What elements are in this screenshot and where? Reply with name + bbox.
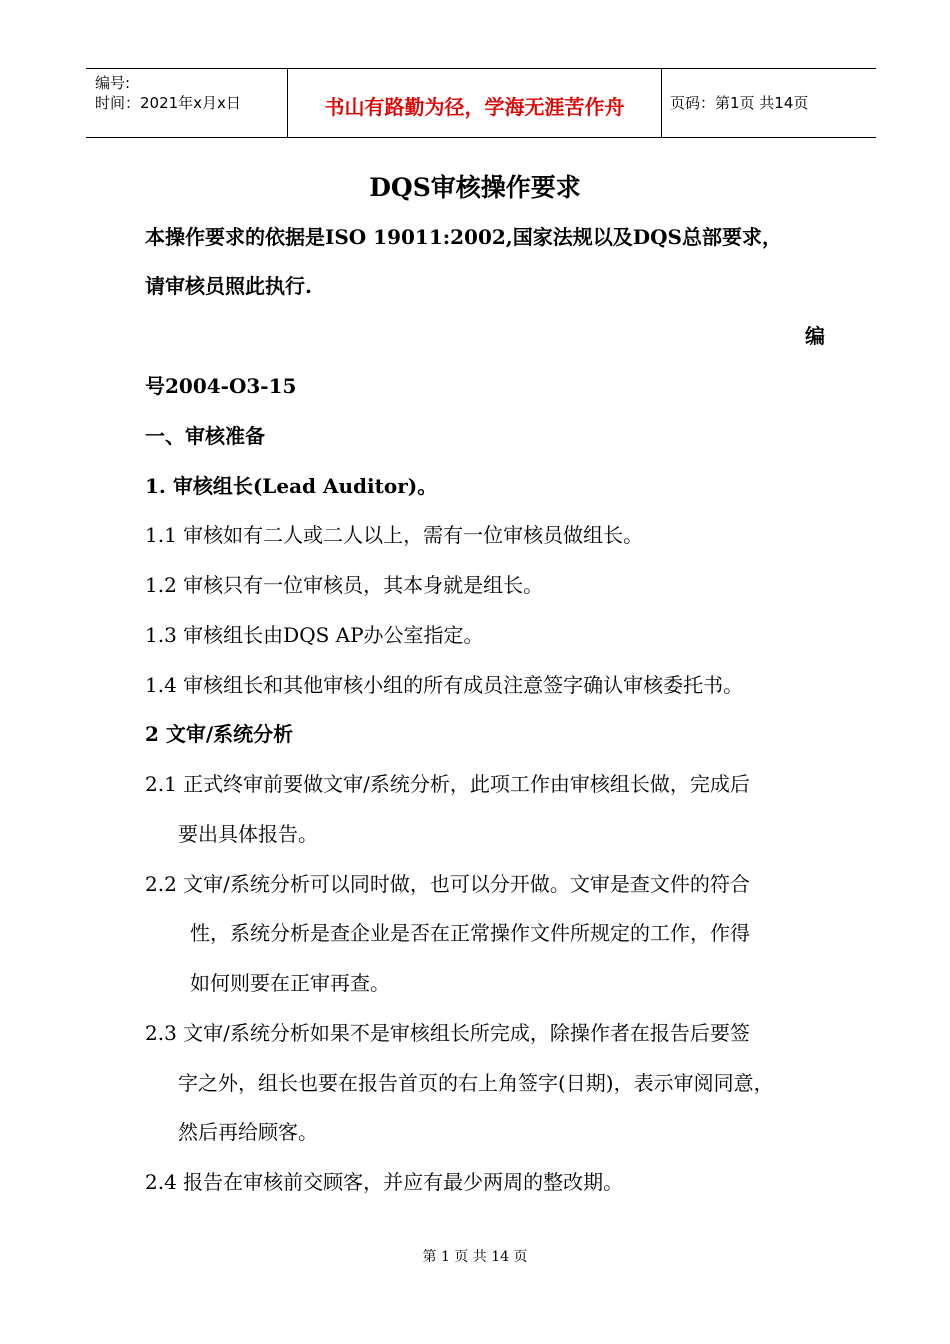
time-label: 时间：2021年x月x日: [95, 94, 241, 112]
paragraph-2-2-line-2: 性，系统分析是查企业是否在正常操作文件所规定的工作，作得: [190, 921, 750, 945]
page-footer: 第 1 页 共 14 页: [422, 1249, 528, 1265]
motto-text: 书山有路勤为径，学海无涯苦作舟: [324, 95, 625, 119]
header-right-cell: [661, 69, 876, 137]
paragraph-2-2-line-1: 2.2 文审/系统分析可以同时做，也可以分开做。文审是查文件的符合: [145, 872, 750, 896]
page-info: 页码：第1页 共14页: [670, 94, 809, 112]
item-heading-lead-auditor: 1. 审核组长(Lead Auditor)。: [145, 474, 438, 498]
paragraph-2-3-line-2: 字之外，组长也要在报告首页的右上角签字(日期)，表示审阅同意，: [178, 1071, 774, 1095]
number-label: 编号:: [95, 74, 131, 92]
paragraph-2-2-line-3: 如何则要在正审再查。: [190, 971, 390, 995]
paragraph-2-1-line-2: 要出具体报告。: [178, 822, 318, 846]
paragraph-1-2: 1.2 审核只有一位审核员，其本身就是组长。: [145, 573, 544, 597]
header-table: [86, 68, 876, 138]
paragraph-1-3: 1.3 审核组长由DQS AP办公室指定。: [145, 623, 484, 647]
intro-line-1: 本操作要求的依据是ISO 19011:2002,国家法规以及DQS总部要求，: [145, 225, 782, 249]
paragraph-1-4: 1.4 审核组长和其他审核小组的所有成员注意签字确认审核委托书。: [145, 673, 744, 697]
header-middle-cell: [287, 69, 662, 137]
paragraph-2-1-line-1: 2.1 正式终审前要做文审/系统分析，此项工作由审核组长做，完成后: [145, 772, 750, 796]
header-left-cell: [86, 69, 287, 137]
paragraph-2-3-line-1: 2.3 文审/系统分析如果不是审核组长所完成，除操作者在报告后要签: [145, 1021, 750, 1045]
paragraph-2-4: 2.4 报告在审核前交顾客，并应有最少两周的整改期。: [145, 1170, 624, 1194]
section-heading-preparation: 一、审核准备: [145, 424, 265, 448]
item-heading-document-review: 2 文审/系统分析: [145, 722, 294, 746]
document-code-part-2: 号2004-O3-15: [145, 374, 297, 398]
document-title: DQS审核操作要求: [369, 173, 581, 202]
document-code-part-1: 编: [805, 324, 825, 348]
paragraph-2-3-line-3: 然后再给顾客。: [178, 1120, 318, 1144]
paragraph-1-1: 1.1 审核如有二人或二人以上，需有一位审核员做组长。: [145, 523, 644, 547]
intro-line-2: 请审核员照此执行.: [145, 274, 312, 298]
